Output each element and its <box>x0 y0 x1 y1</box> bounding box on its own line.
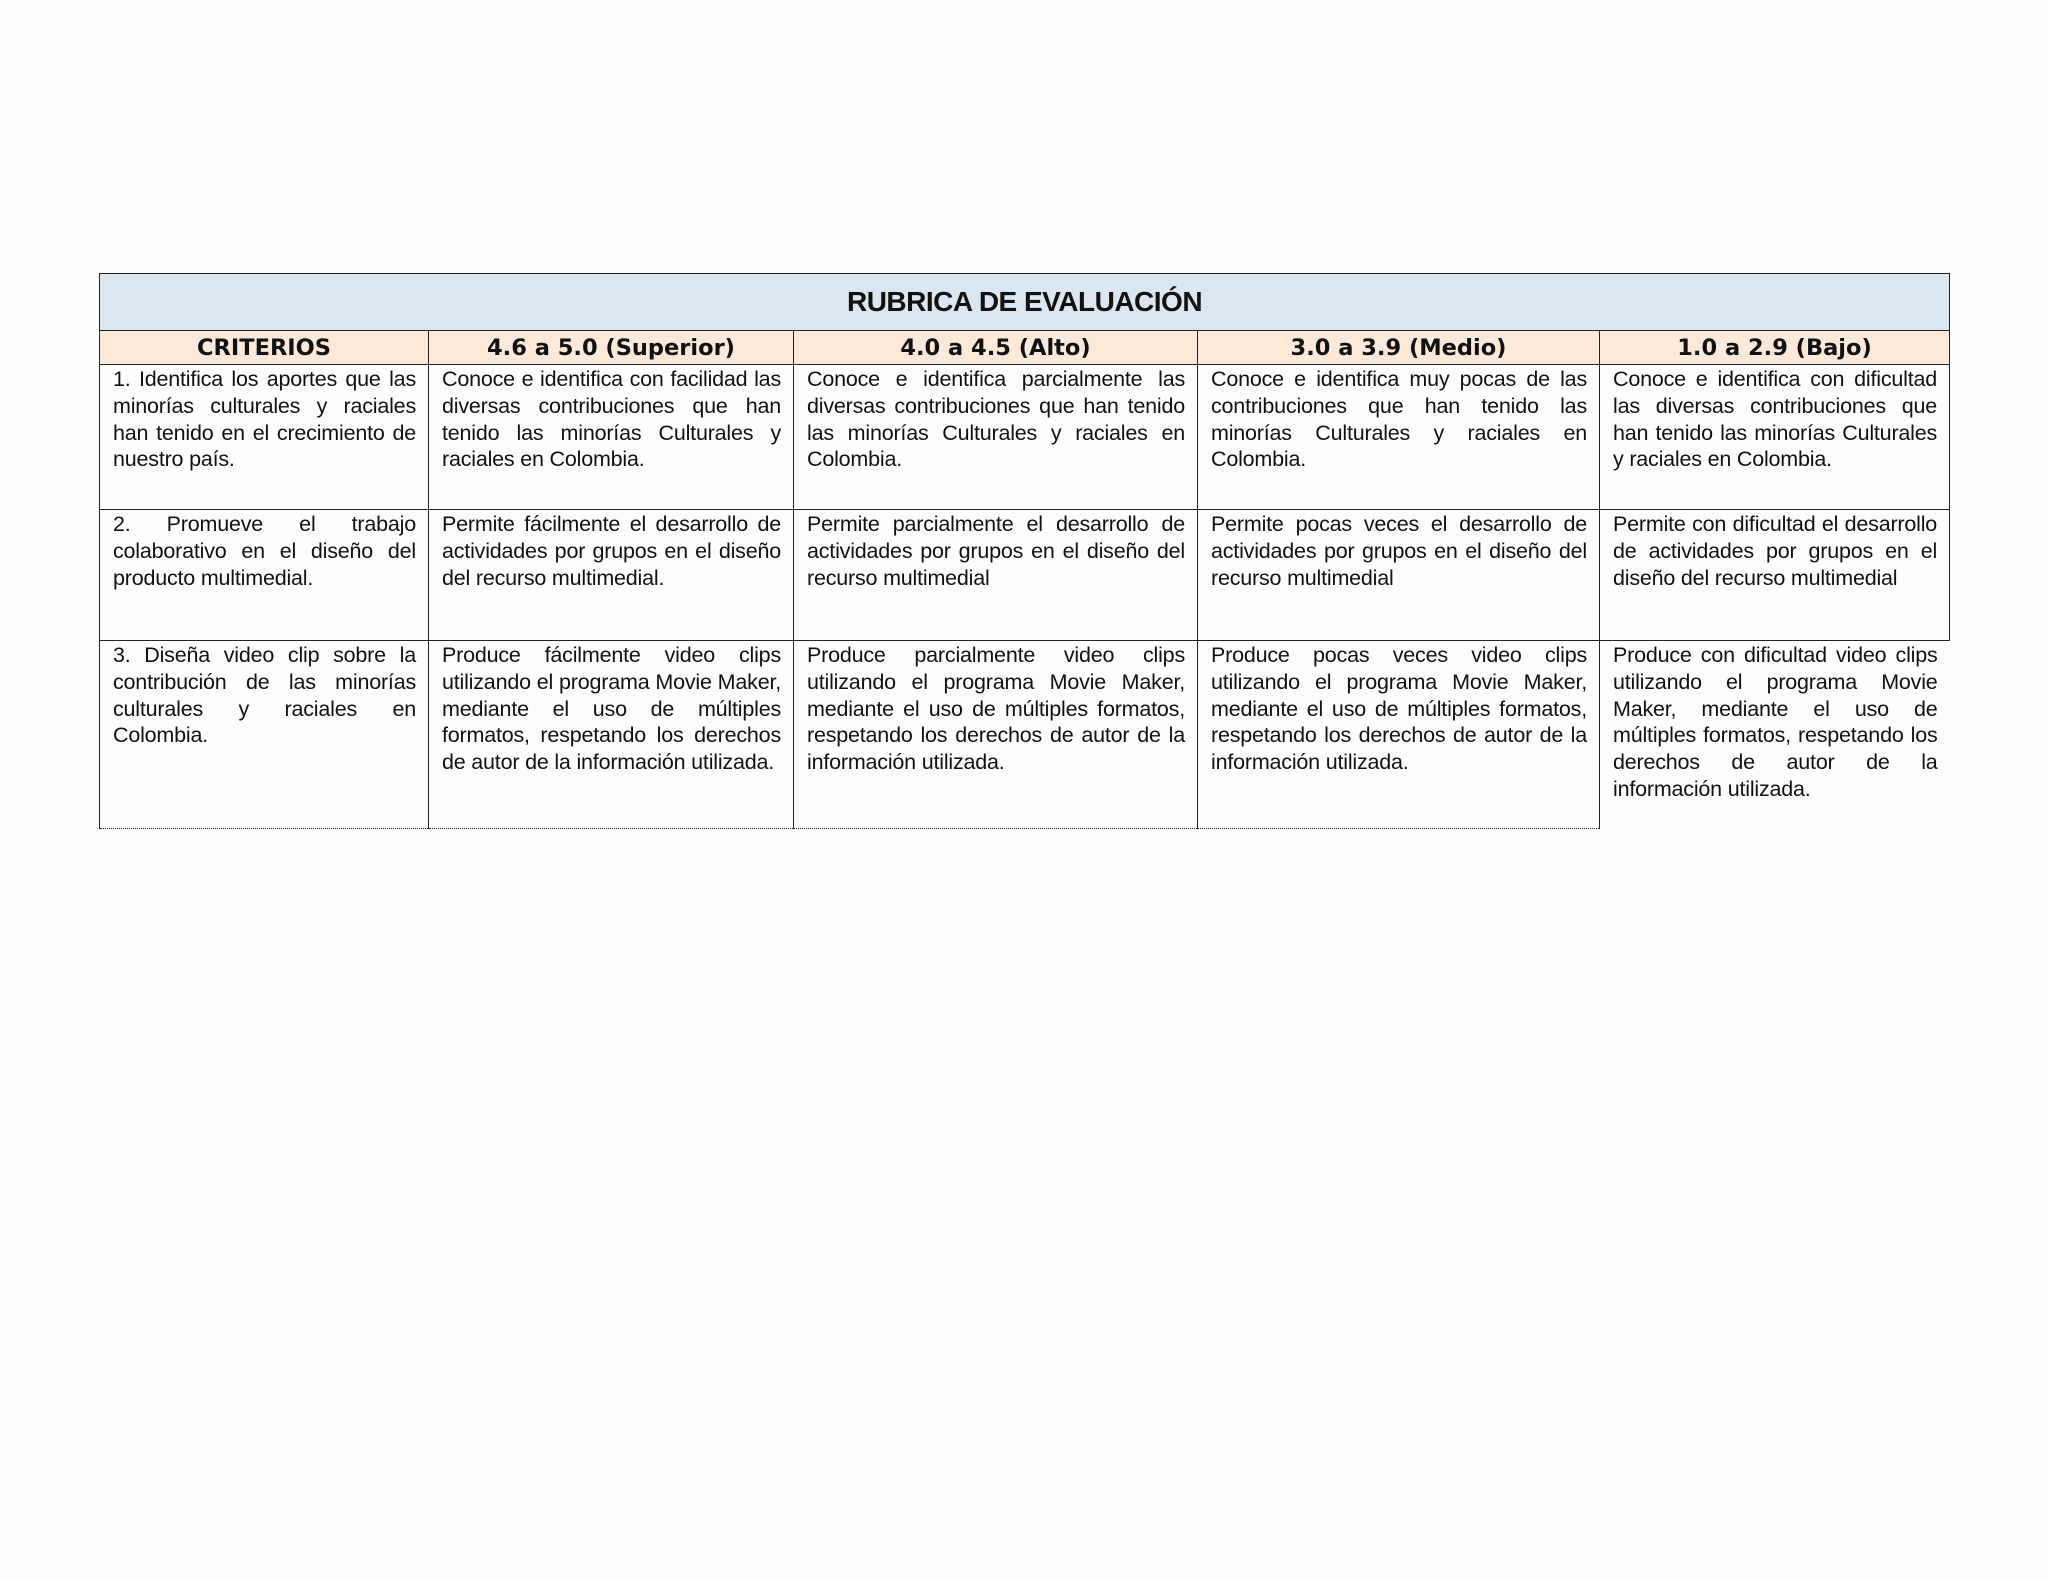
table-row <box>100 510 1950 641</box>
header-medio: 3.0 a 3.9 (Medio) <box>1198 331 1600 365</box>
title-row <box>100 274 1950 331</box>
alto-cell: Produce parcialmente video clips utilizando el programa Movie Maker, mediante el uso de múltiples formatos, respetando los derechos de autor de la información utilizada. <box>794 641 1198 829</box>
header-row <box>100 331 1950 365</box>
rubric-title: RUBRICA DE EVALUACIÓN <box>100 274 1950 331</box>
criterion-cell: 2. Promueve el trabajo colaborativo en el diseño del producto multimedial. <box>100 510 429 641</box>
header-bajo: 1.0 a 2.9 (Bajo) <box>1600 331 1950 365</box>
medio-cell: Conoce e identifica muy pocas de las contribuciones que han tenido las minorías Culturales y raciales en Colombia. <box>1198 365 1600 510</box>
superior-cell: Permite fácilmente el desarrollo de actividades por grupos en el diseño del recurso multimedial. <box>429 510 794 641</box>
medio-cell: Produce pocas veces video clips utilizando el programa Movie Maker, mediante el uso de múltiples formatos, respetando los derechos de autor de la información utilizada. <box>1198 641 1600 829</box>
header-criterios: CRITERIOS <box>100 331 429 365</box>
superior-cell: Conoce e identifica con facilidad las diversas contribuciones que han tenido las minorías Culturales y raciales en Colombia. <box>429 365 794 510</box>
criterion-cell: 3. Diseña video clip sobre la contribución de las minorías culturales y raciales en Colombia. <box>100 641 429 829</box>
medio-cell: Permite pocas veces el desarrollo de actividades por grupos en el diseño del recurso multimedial <box>1198 510 1600 641</box>
bajo-cell: Permite con dificultad el desarrollo de actividades por grupos en el diseño del recurso multimedial <box>1600 510 1950 641</box>
alto-cell: Permite parcialmente el desarrollo de actividades por grupos en el diseño del recurso multimedial <box>794 510 1198 641</box>
header-alto: 4.0 a 4.5 (Alto) <box>794 331 1198 365</box>
criterion-cell: 1. Identifica los aportes que las minorías culturales y raciales han tenido en el crecimiento de nuestro país. <box>100 365 429 510</box>
alto-cell: Conoce e identifica parcialmente las diversas contribuciones que han tenido las minorías Culturales y raciales en Colombia. <box>794 365 1198 510</box>
table-row <box>100 641 1950 829</box>
rubric-table <box>99 273 1950 829</box>
header-superior: 4.6 a 5.0 (Superior) <box>429 331 794 365</box>
table-row <box>100 365 1950 510</box>
bajo-cell: Conoce e identifica con dificultad las diversas contribuciones que han tenido las minorías Culturales y raciales en Colombia. <box>1600 365 1950 510</box>
bajo-cell: Produce con dificultad video clips utilizando el programa Movie Maker, mediante el uso de múltiples formatos, respetando los derechos de autor de la información utilizada. <box>1600 641 1950 829</box>
superior-cell: Produce fácilmente video clips utilizando el programa Movie Maker, mediante el uso de múltiples formatos, respetando los derechos de autor de la información utilizada. <box>429 641 794 829</box>
